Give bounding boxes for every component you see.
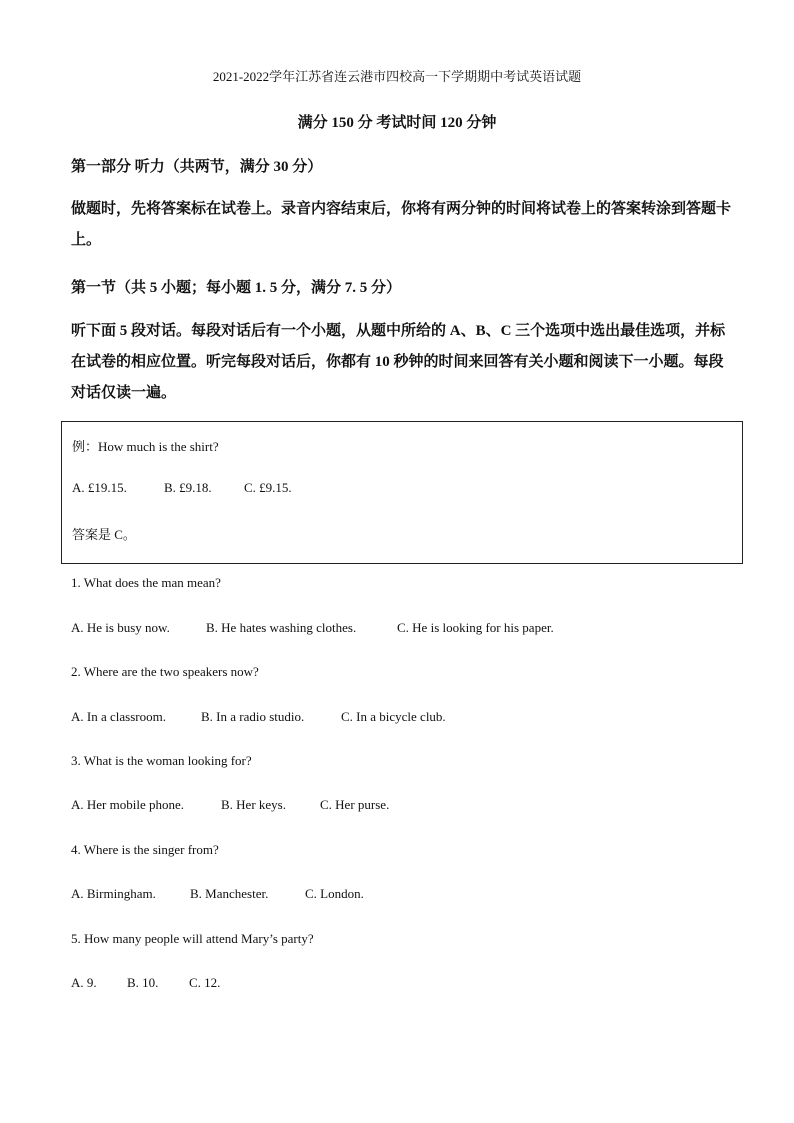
- question-4-options: [71, 886, 364, 902]
- question-1: 1. What does the man mean?: [71, 575, 221, 590]
- example-box: [61, 421, 743, 564]
- example-answer: 答案是 C。: [72, 527, 136, 542]
- question-1-options: [71, 620, 554, 636]
- question-2-option-b: B. In a radio studio.: [201, 709, 305, 724]
- question-1-option-a: A. He is busy now.: [71, 620, 170, 635]
- example-option-a: A. £19.15.: [72, 480, 127, 495]
- question-4-option-b: B. Manchester.: [190, 886, 269, 901]
- question-5-option-c: C. 12.: [189, 975, 221, 990]
- question-4: 4. Where is the singer from?: [71, 842, 219, 857]
- question-4-option-a: A. Birmingham.: [71, 886, 156, 901]
- question-5-options: [71, 975, 220, 991]
- part1-heading: 第一部分 听力（共两节，满分 30 分）: [71, 159, 323, 175]
- exam-subtitle: 满分 150 分 考试时间 120 分钟: [297, 115, 497, 131]
- example-options: [72, 480, 292, 496]
- question-5-option-a: A. 9.: [71, 975, 97, 990]
- question-3-option-a: A. Her mobile phone.: [71, 797, 185, 812]
- question-2-option-c: C. In a bicycle club.: [341, 709, 446, 724]
- question-2: 2. Where are the two speakers now?: [71, 664, 259, 679]
- question-3-option-b: B. Her keys.: [221, 797, 286, 812]
- question-3-options: [71, 797, 389, 813]
- question-5: 5. How many people will attend Mary’s party?: [71, 931, 314, 946]
- question-4-option-c: C. London.: [305, 886, 364, 901]
- example-option-b: B. £9.18.: [164, 480, 212, 495]
- document-title: 2021-2022学年江苏省连云港市四校高一下学期期中考试英语试题: [212, 69, 582, 84]
- example-option-c: C. £9.15.: [244, 480, 292, 495]
- question-2-options: [71, 709, 446, 725]
- question-1-option-b: B. He hates washing clothes.: [206, 620, 357, 635]
- question-3-option-c: C. Her purse.: [320, 797, 390, 812]
- section1-heading: 第一节（共 5 小题；每小题 1. 5 分，满分 7. 5 分）: [71, 280, 402, 296]
- section1-instruction: 听下面 5 段对话。每段对话后有一个小题，从题中所给的 A、B、C 三个选项中选出最佳选项，并标在试卷的相应位置。听完每段对话后，你都有 10 秒钟的时间来回答有关小题和阅读下一小题。每段对话仅读一遍。: [71, 323, 726, 401]
- example-question: 例：How much is the shirt?: [72, 439, 219, 454]
- question-3: 3. What is the woman looking for?: [71, 753, 252, 768]
- question-1-option-c: C. He is looking for his paper.: [397, 620, 554, 635]
- instruction-paragraph: 做题时，先将答案标在试卷上。录音内容结束后，你将有两分钟的时间将试卷上的答案转涂到答题卡上。: [71, 201, 732, 248]
- question-2-option-a: A. In a classroom.: [71, 709, 166, 724]
- question-5-option-b: B. 10.: [127, 975, 159, 990]
